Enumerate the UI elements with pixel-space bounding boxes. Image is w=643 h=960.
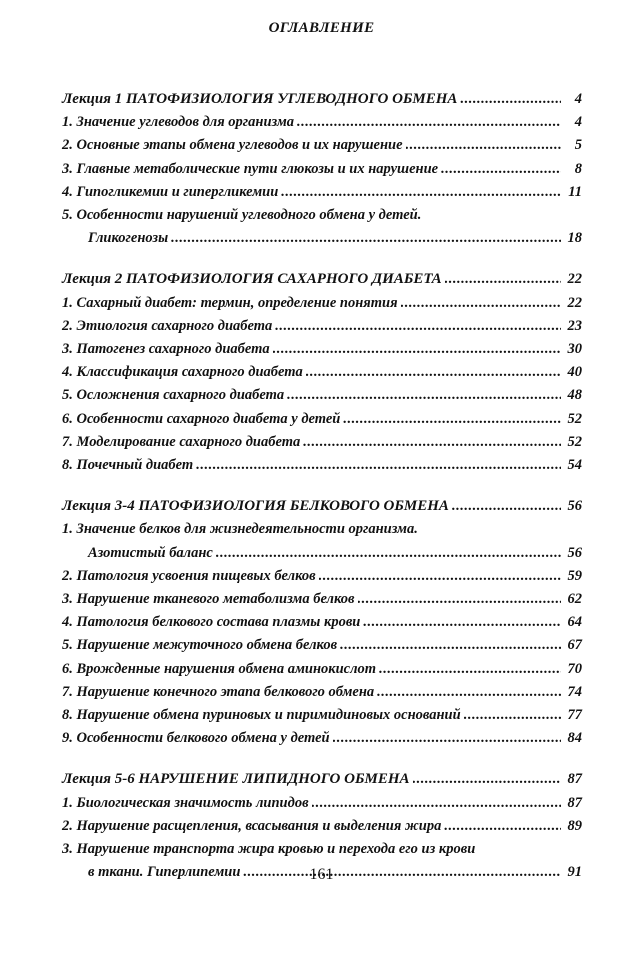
toc-entry	[62, 227, 582, 250]
toc-entry-page: 5	[574, 137, 582, 154]
toc-entry-page: 59	[567, 567, 582, 584]
toc-entry-text: 8. Нарушение обмена пуриновых и пиримидиновых оснований	[62, 707, 461, 724]
dot-leader	[306, 361, 561, 384]
toc-entry	[62, 542, 582, 565]
toc-entry	[62, 565, 582, 588]
toc-entry-page: 4	[574, 114, 582, 131]
dot-leader	[406, 134, 561, 157]
toc-entry	[62, 315, 582, 338]
lecture-entry-text: Лекция 5-6 НАРУШЕНИЕ ЛИПИДНОГО ОБМЕНА	[62, 771, 410, 788]
dot-leader	[171, 227, 561, 250]
toc-entry	[62, 338, 582, 361]
lecture-entry-page: 22	[567, 271, 582, 288]
toc-entry-text: 4. Патология белкового состава плазмы крови	[62, 614, 361, 631]
toc-entry	[62, 727, 582, 750]
page-number: 161	[309, 866, 334, 883]
dot-leader	[445, 268, 561, 291]
toc-entry-page: 52	[567, 433, 582, 450]
lecture-entry	[62, 768, 582, 791]
toc-entry	[62, 658, 582, 681]
toc-entry-text: 1. Значение белков для жизнедеятельности организма.	[62, 521, 418, 538]
toc-entry-page: 89	[567, 817, 582, 834]
toc-entry-text: 9. Особенности белкового обмена у детей	[62, 730, 330, 747]
toc-entry-text: 7. Моделирование сахарного диабета	[62, 433, 301, 450]
dot-leader	[379, 658, 561, 681]
dot-leader	[333, 727, 561, 750]
dot-leader	[413, 768, 561, 791]
toc-entry-text: Гликогенозы	[88, 230, 169, 247]
toc-entry-text: 2. Патология усвоения пищевых белков	[62, 567, 316, 584]
dot-leader	[275, 315, 561, 338]
lecture-entry-text: Лекция 2 ПАТОФИЗИОЛОГИЯ САХАРНОГО ДИАБЕТА	[62, 271, 442, 288]
dot-leader	[444, 815, 561, 838]
dot-leader	[196, 454, 561, 477]
toc-entry-page: 11	[568, 183, 582, 200]
toc-entry-page: 22	[567, 294, 582, 311]
toc-entry	[62, 454, 582, 477]
toc-entry-page: 74	[567, 683, 582, 700]
toc-entry-page: 54	[567, 457, 582, 474]
dot-leader	[377, 681, 561, 704]
toc-section	[62, 268, 582, 477]
toc-entry-page: 48	[567, 387, 582, 404]
dot-leader	[319, 565, 561, 588]
toc-section	[62, 88, 582, 250]
toc-entry-page: 67	[567, 637, 582, 654]
toc-entry-text: 4. Гипогликемии и гипергликемии	[62, 183, 279, 200]
toc-entry-text: 6. Врожденные нарушения обмена аминокислот	[62, 660, 377, 677]
dot-leader	[401, 292, 561, 315]
lecture-entry	[62, 88, 582, 111]
toc-entry-page: 40	[567, 364, 582, 381]
toc-entry	[62, 431, 582, 454]
toc-entry-page: 64	[567, 614, 582, 631]
lecture-entry	[62, 268, 582, 291]
toc-entry	[62, 681, 582, 704]
toc-entry-text: 3. Патогенез сахарного диабета	[62, 341, 270, 358]
toc-entry	[62, 111, 582, 134]
toc-entry-text: 5. Нарушение межуточного обмена белков	[62, 637, 338, 654]
toc-entry-page: 84	[567, 730, 582, 747]
dot-leader	[312, 792, 561, 815]
dot-leader	[281, 181, 561, 204]
dot-leader	[464, 704, 561, 727]
toc-entry	[62, 704, 582, 727]
toc-entry	[62, 815, 582, 838]
toc-entry-page: 8	[574, 160, 582, 177]
toc-entry-page: 18	[567, 230, 582, 247]
toc-entry	[62, 384, 582, 407]
dot-leader	[441, 158, 561, 181]
dot-leader	[216, 542, 561, 565]
dot-leader	[287, 384, 561, 407]
dot-leader	[340, 634, 561, 657]
toc-entry-page: 87	[567, 794, 582, 811]
toc-entry	[62, 408, 582, 431]
toc-entry-page: 52	[567, 410, 582, 427]
toc-entry-text: 2. Основные этапы обмена углеводов и их нарушение	[62, 137, 403, 154]
toc-entry	[62, 361, 582, 384]
toc-entry	[62, 588, 582, 611]
toc-entry-text: 5. Особенности нарушений углеводного обмена у детей.	[62, 207, 422, 224]
dot-leader	[297, 111, 561, 134]
toc-entry-page: 70	[567, 660, 582, 677]
toc-entry	[62, 158, 582, 181]
dot-leader	[358, 588, 561, 611]
toc-entry-text: 3. Главные метаболические пути глюкозы и их нарушение	[62, 160, 439, 177]
toc-entry-text: 4. Классификация сахарного диабета	[62, 364, 303, 381]
lecture-entry-page: 4	[574, 91, 582, 107]
dot-leader	[452, 495, 561, 518]
toc-entry-text: 6. Особенности сахарного диабета у детей	[62, 410, 341, 427]
toc-entry-text: 2. Нарушение расщепления, всасывания и выделения жира	[62, 817, 442, 834]
toc-entry-page: 91	[567, 864, 582, 881]
dot-leader	[303, 431, 561, 454]
toc-entry-text: 3. Нарушение тканевого метаболизма белков	[62, 591, 355, 608]
lecture-entry-text: Лекция 3-4 ПАТОФИЗИОЛОГИЯ БЕЛКОВОГО ОБМЕНА	[62, 498, 449, 515]
toc-entry-text: 1. Значение углеводов для организма	[62, 114, 294, 131]
toc-entry-page: 30	[567, 341, 582, 358]
dot-leader	[460, 88, 561, 111]
toc-entry-page: 62	[567, 591, 582, 608]
toc-entry-text: 3. Нарушение транспорта жира кровью и перехода его из крови	[62, 841, 476, 858]
table-of-contents	[62, 88, 582, 903]
lecture-entry-text: Лекция 1 ПАТОФИЗИОЛОГИЯ УГЛЕВОДНОГО ОБМЕНА	[62, 91, 458, 107]
toc-heading: ОГЛАВЛЕНИЕ	[268, 20, 375, 36]
lecture-entry-page: 56	[567, 498, 582, 515]
lecture-entry-page: 87	[567, 771, 582, 788]
lecture-entry	[62, 495, 582, 518]
toc-section	[62, 495, 582, 750]
toc-entry-page: 56	[567, 544, 582, 561]
toc-entry	[62, 611, 582, 634]
toc-entry	[62, 134, 582, 157]
toc-entry	[62, 792, 582, 815]
toc-entry-text: 8. Почечный диабет	[62, 457, 194, 474]
toc-entry-text: 1. Сахарный диабет: термин, определение понятия	[62, 294, 398, 311]
dot-leader	[363, 611, 561, 634]
toc-entry	[62, 634, 582, 657]
toc-entry	[62, 292, 582, 315]
toc-entry-text: 1. Биологическая значимость липидов	[62, 794, 309, 811]
toc-entry-text: 7. Нарушение конечного этапа белкового обмена	[62, 683, 375, 700]
toc-entry-text: Азотистый баланс	[88, 544, 213, 561]
toc-entry-page: 23	[567, 317, 582, 334]
toc-entry-page: 77	[567, 707, 582, 724]
toc-entry	[62, 181, 582, 204]
dot-leader	[343, 408, 561, 431]
dot-leader	[273, 338, 561, 361]
toc-entry-text: 2. Этиология сахарного диабета	[62, 317, 273, 334]
toc-entry-text: 5. Осложнения сахарного диабета	[62, 387, 285, 404]
toc-entry-text: в ткани. Гиперлипемии	[88, 864, 241, 881]
